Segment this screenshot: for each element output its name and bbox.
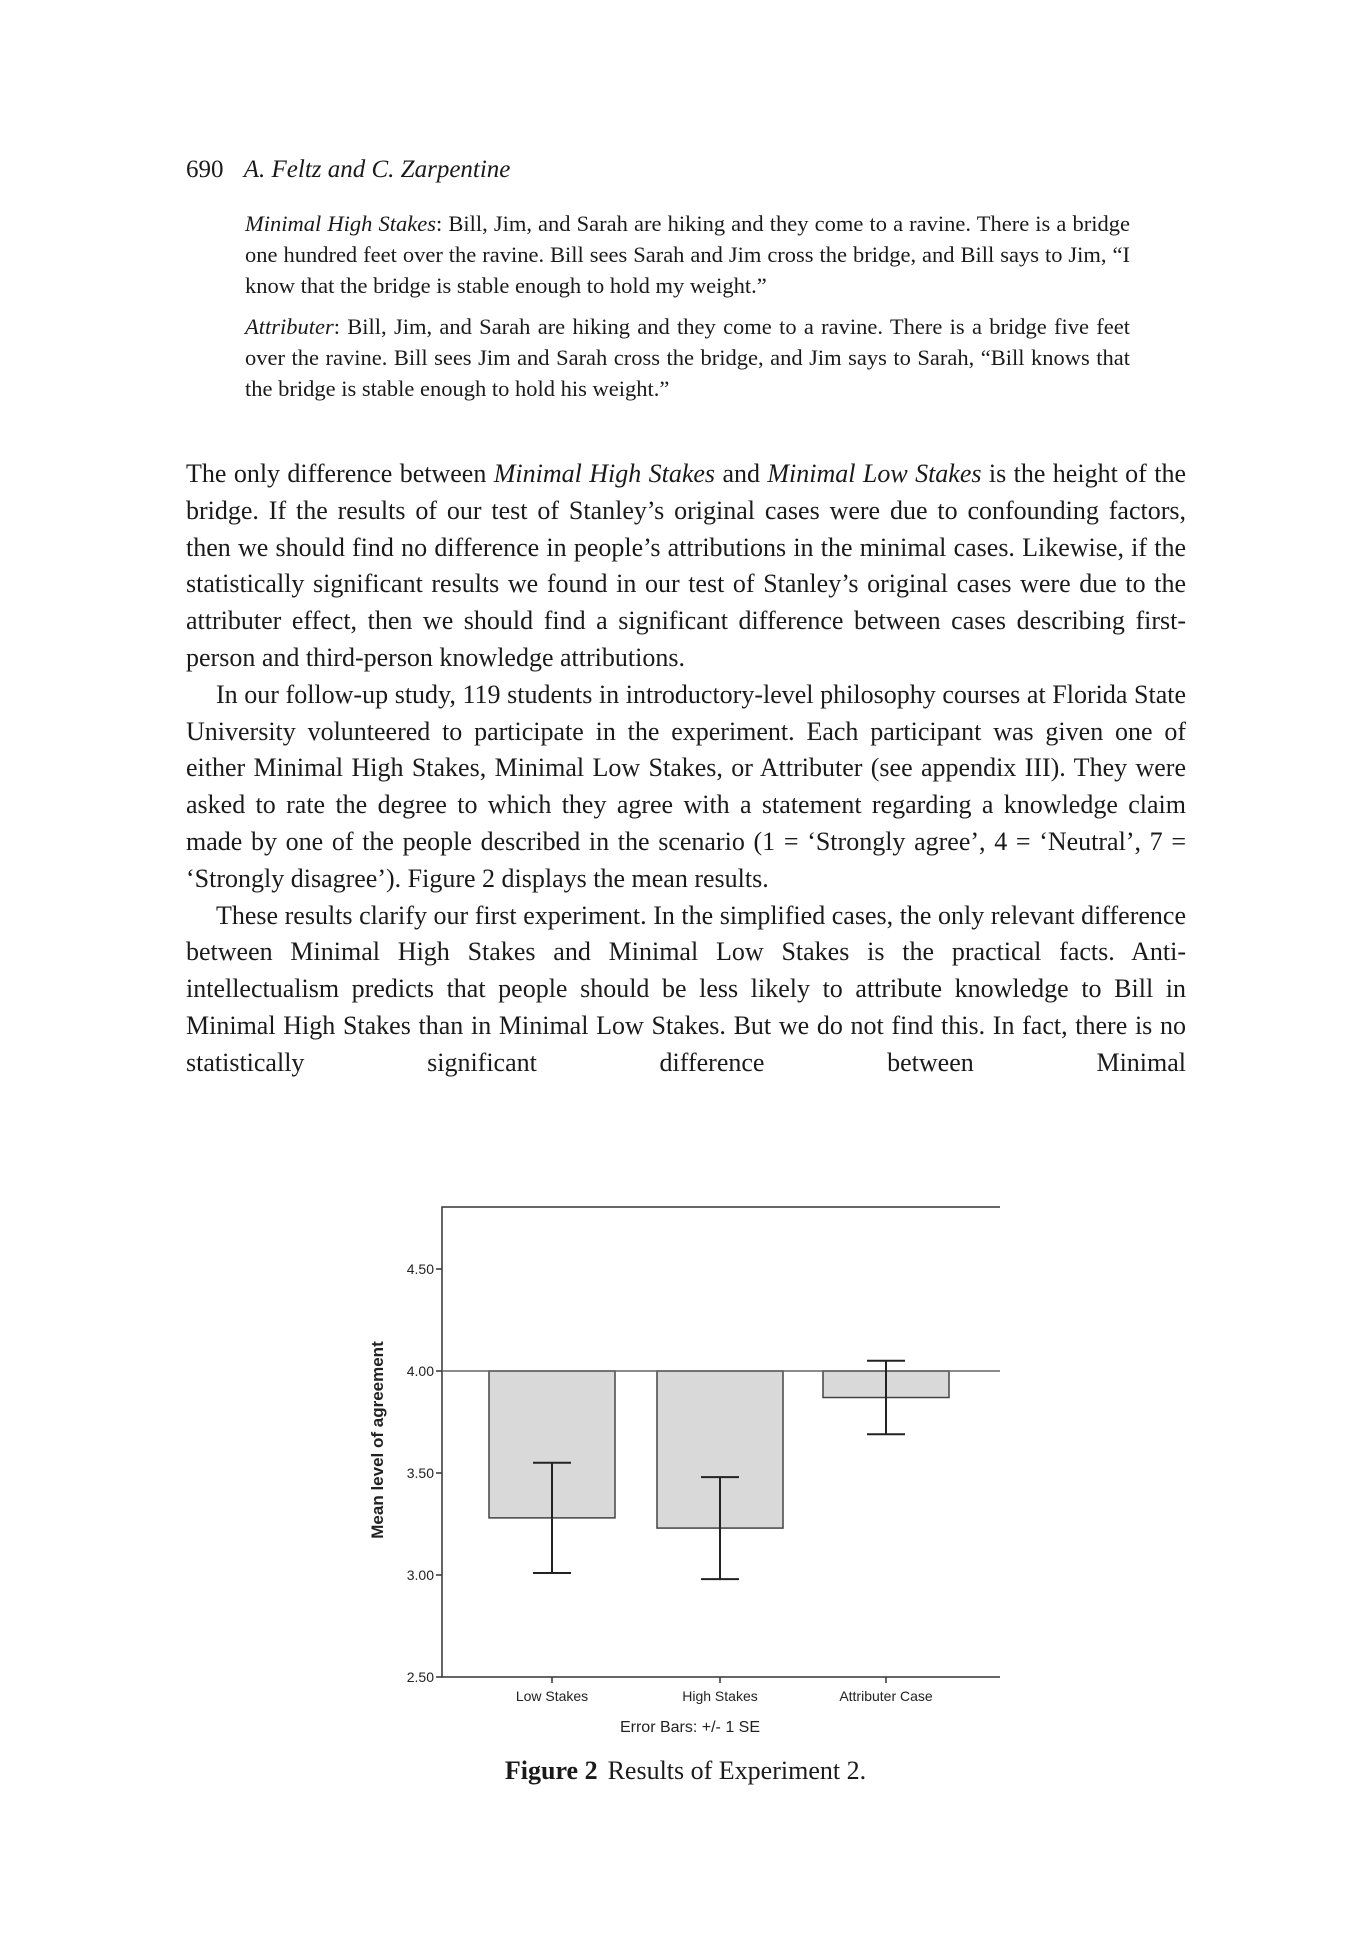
running-authors: A. Feltz and C. Zarpentine bbox=[243, 156, 511, 183]
text-run: The only difference between bbox=[186, 459, 494, 488]
scenario-label: Attributer bbox=[245, 314, 334, 339]
caption-label: Figure 2 bbox=[504, 1756, 598, 1785]
text-run: is the height of the bridge. If the results of our test of Stanley’s original cases were due to confounding factors, then we should find no difference in people’s attributions in the minimal cases. Likewise, if the statistically significant results we found in our test of Stanley’s original cases were due to the attributer effect, then we should find a significant difference between cases describing first-person and third-person knowledge attributions. bbox=[186, 459, 1186, 672]
paragraph-1 bbox=[186, 456, 1186, 677]
emphasis-minimal-high-stakes: Minimal High Stakes bbox=[493, 459, 716, 488]
x-axis bbox=[516, 1677, 933, 1704]
y-tick-label: 3.50 bbox=[406, 1465, 434, 1481]
bar-chart bbox=[360, 1195, 1000, 1755]
scenario-minimal-high-stakes bbox=[245, 208, 1130, 301]
scenario-text: : Bill, Jim, and Sarah are hiking and they come to a ravine. There is a bridge one hundred feet over the ravine. Bill sees Sarah and Jim cross the bridge, and Bill says to Jim, “I know that the bridge is stable enough to hold my weight.” bbox=[245, 211, 1130, 298]
y-tick-label: 2.50 bbox=[406, 1669, 434, 1685]
y-tick-label: 4.50 bbox=[406, 1261, 434, 1277]
text-run: and bbox=[715, 459, 768, 488]
scenario-text: : Bill, Jim, and Sarah are hiking and they come to a ravine. There is a bridge five feet over the ravine. Bill sees Jim and Sarah cross the bridge, and Jim says to Sarah, “Bill knows that the bridge is stable enough to hold his weight.” bbox=[245, 314, 1130, 401]
figure-2 bbox=[360, 1195, 1000, 1755]
emphasis-minimal-low-stakes: Minimal Low Stakes bbox=[767, 459, 982, 488]
y-axis bbox=[407, 1261, 442, 1685]
page-number: 690 bbox=[186, 156, 224, 183]
y-tick-label: 3.00 bbox=[406, 1567, 434, 1583]
x-tick-label: Low Stakes bbox=[515, 1688, 589, 1704]
x-tick-label: High Stakes bbox=[682, 1688, 758, 1704]
x-tick-label: Attributer Case bbox=[839, 1688, 933, 1704]
running-header bbox=[186, 156, 510, 184]
scenario-label: Minimal High Stakes bbox=[245, 211, 436, 236]
error-bar-note: Error Bars: +/- 1 SE bbox=[619, 1719, 761, 1736]
caption-text: Results of Experiment 2. bbox=[607, 1756, 867, 1785]
body-text bbox=[186, 456, 1186, 1082]
y-axis-label: Mean level of agreement bbox=[368, 1341, 387, 1539]
paragraph-2: In our follow-up study, 119 students in introductory-level philosophy courses at Florida State University volunteered to participate in the experiment. Each participant was given one of either Minimal High Stakes, Minimal Low Stakes, or Attributer (see appendix III). They were asked to rate the degree to which they agree with a statement regarding a knowledge claim made by one of the people described in the scenario (1 = ‘Strongly agree’, 4 = ‘Neutral’, 7 = ‘Strongly disagree’). Figure 2 displays the mean results. bbox=[186, 679, 1186, 893]
figure-caption bbox=[0, 1756, 1371, 1786]
scenario-attributer bbox=[245, 311, 1130, 404]
y-tick-label: 4.00 bbox=[406, 1363, 434, 1379]
paragraph-3: These results clarify our first experiment. In the simplified cases, the only relevant difference between Minimal High Stakes and Minimal Low Stakes is the practical facts. Anti-intellectualism predicts that people should be less likely to attribute knowledge to Bill in Minimal High Stakes than in Minimal Low Stakes. But we do not find this. In fact, there is no statistically significant difference between Minimal bbox=[186, 900, 1186, 1077]
scenario-list bbox=[245, 208, 1130, 414]
